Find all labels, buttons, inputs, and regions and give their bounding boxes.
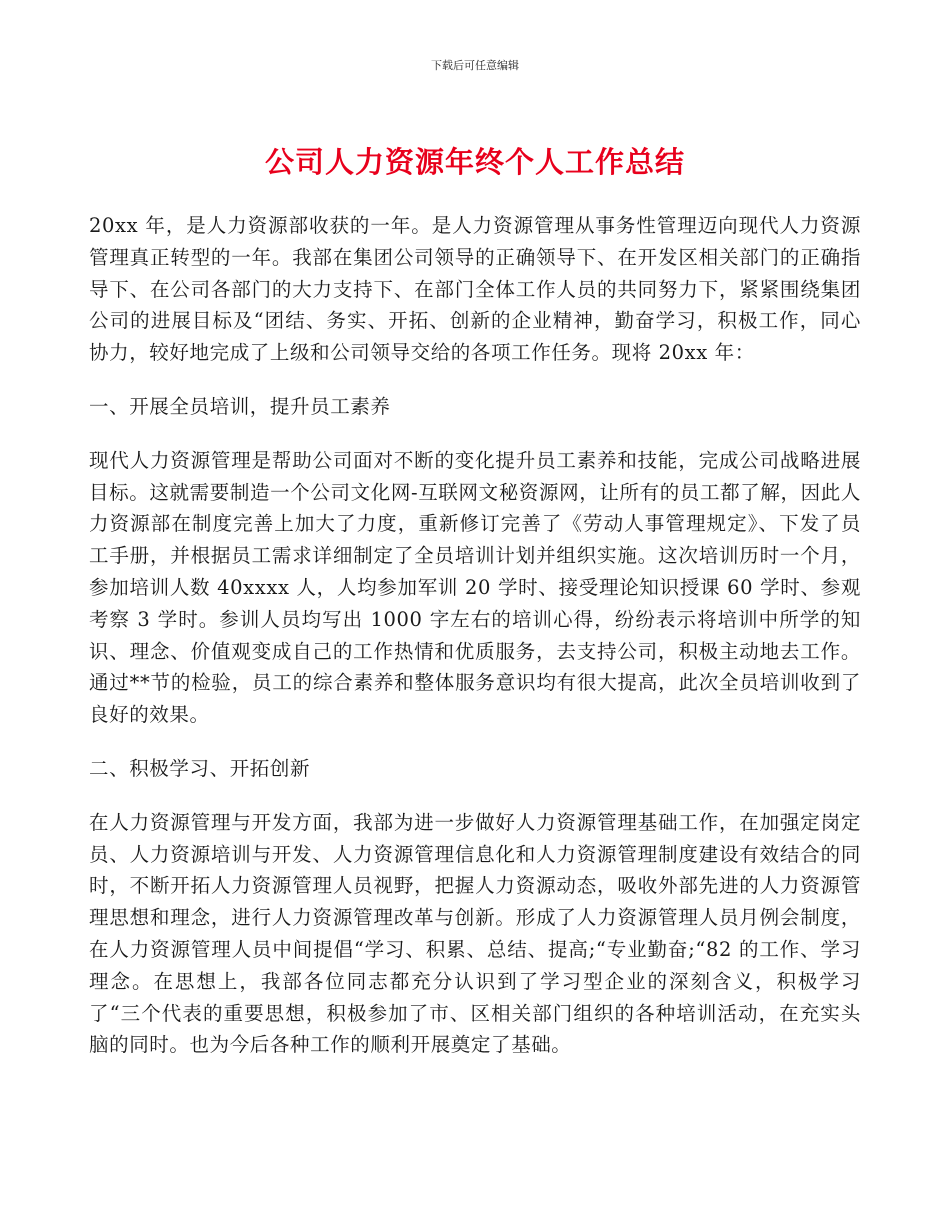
header-note: 下载后可任意编辑	[431, 59, 519, 72]
document-body	[89, 210, 861, 1083]
section-1-paragraph: 现代人力资源管理是帮助公司面对不断的变化提升员工素养和技能，完成公司战略进展目标。这就需要制造一个公司文化网-互联网文秘资源网，让所有的员工都了解，因此人力资源部在制度完善上加大了力度，重新修订完善了《劳动人事管理规定》、下发了员工手册，并根据员工需求详细制定了全员培训计划并组织实施。这次培训历时一个月，参加培训人数 40xxxx 人，人均参加军训 20 学时、接受理论知识授课 60 学时、参观考察 3 学时。参训人员均写出 1000 字左右的培训心得，纷纷表示将培训中所学的知识、理念、价值观变成自己的工作热情和优质服务，去支持公司，积极主动地去工作。通过**节的检验，员工的综合素养和整体服务意识均有很大提高，此次全员培训收到了良好的效果。	[89, 448, 861, 727]
document-title: 公司人力资源年终个人工作总结	[264, 145, 685, 179]
intro-paragraph: 20xx 年，是人力资源部收获的一年。是人力资源管理从事务性管理迈向现代人力资源管理真正转型的一年。我部在集团公司领导的正确领导下、在开发区相关部门的正确指导下、在公司各部门的大力支持下、在部门全体工作人员的共同努力下，紧紧围绕集团公司的进展目标及“团结、务实、开拓、创新的企业精神，勤奋学习，积极工作，同心协力，较好地完成了上级和公司领导交给的各项工作任务。现将 20xx 年：	[89, 214, 861, 365]
section-2-paragraph: 在人力资源管理与开发方面，我部为进一步做好人力资源管理基础工作，在加强定岗定员、人力资源培训与开发、人力资源管理信息化和人力资源管理制度建设有效结合的同时，不断开拓人力资源管理人员视野，把握人力资源动态，吸收外部先进的人力资源管理思想和理念，进行人力资源管理改革与创新。形成了人力资源管理人员月例会制度，在人力资源管理人员中间提倡“学习、积累、总结、提高;“专业勤奋;“82 的工作、学习理念。在思想上，我部各位同志都充分认识到了学习型企业的深刻含义，积极学习了“三个代表的重要思想，积极参加了市、区相关部门组织的各种培训活动，在充实头脑的同时。也为今后各种工作的顺利开展奠定了基础。	[89, 810, 861, 1057]
section-heading-1: 一、开展全员培训，提升员工素养	[89, 394, 391, 418]
section-heading-2: 二、积极学习、开拓创新	[89, 756, 311, 780]
